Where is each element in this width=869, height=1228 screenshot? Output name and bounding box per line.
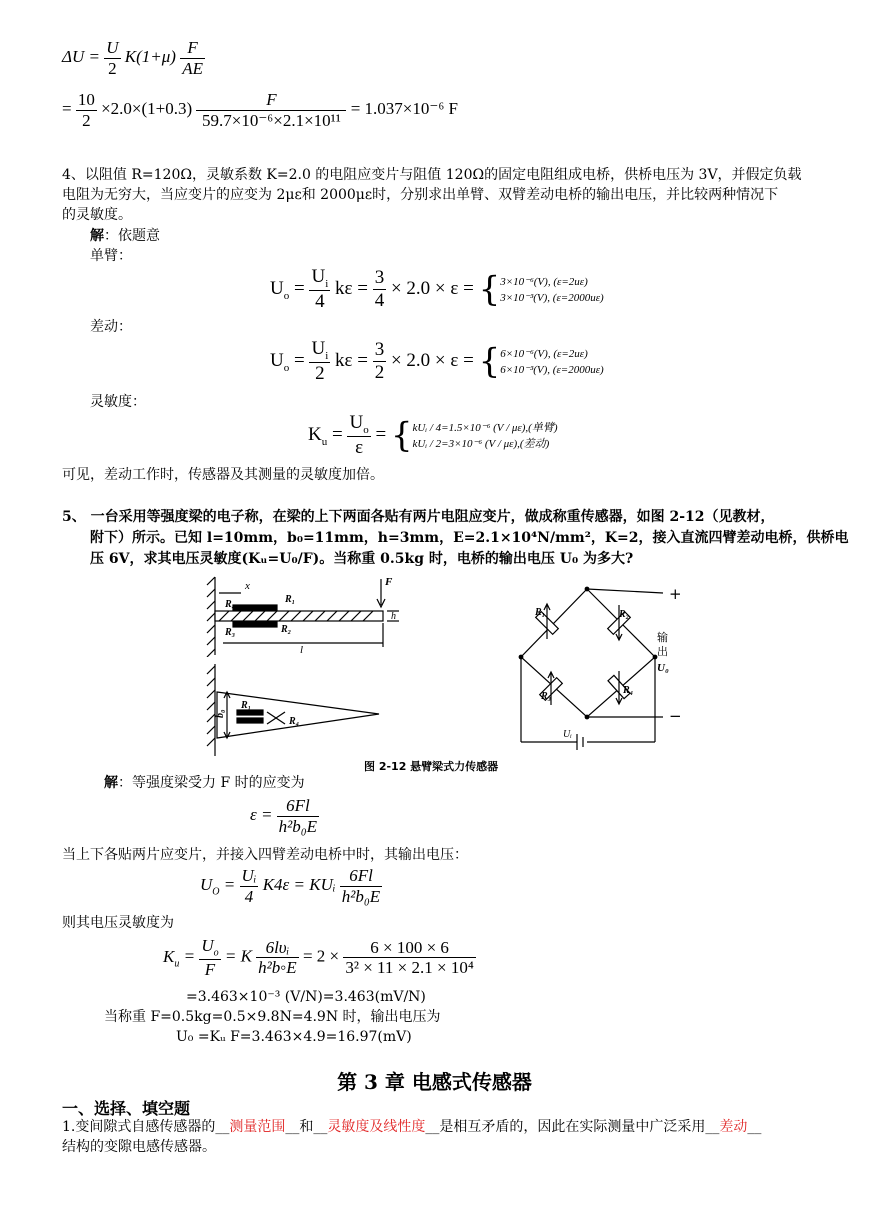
section-title: 一、选择、填空题 — [62, 1099, 191, 1118]
q5-solution-intro — [104, 774, 305, 793]
eq-lhs: ε = — [250, 804, 273, 824]
solution-label: 解 — [90, 228, 104, 244]
fill-blank-question-1-line2: 结构的变隙电感传感器。 — [62, 1139, 216, 1155]
frac-den: 4 — [315, 291, 325, 313]
q5-sensitivity-text: 则其电压灵敏度为 — [62, 915, 174, 931]
eq-tail: × 2.0 × ε = — [390, 350, 474, 371]
label-r1-top: R₁ — [241, 700, 252, 711]
sub: o — [363, 423, 369, 436]
eq-result: = 1.037×10⁻⁶ F — [350, 98, 458, 118]
bridge-r2: R₂ — [619, 609, 630, 620]
label-r3: R₃ — [225, 627, 236, 638]
sub: i — [325, 277, 329, 290]
label-r2: R₂ — [281, 624, 292, 635]
frac-den: F — [204, 959, 216, 979]
label-h: h — [391, 611, 396, 622]
beam-side-view-figure — [205, 575, 405, 657]
frac-num: 6 × 100 × 6 — [343, 938, 475, 959]
fill-blank-question-1 — [62, 1118, 761, 1137]
q5-line3: 压 6V，求其电压灵敏度(Kᵤ=U₀/F)。当称重 0.5kg 时，电桥的输出电压 U₀ 为多大? — [90, 551, 634, 567]
q1-text-c: __和__ — [285, 1119, 328, 1135]
sensitivity-formula: $K_u$ = $\frac{U_o}{F}$ = K $\frac{\text{6lυᵢ}}{\text{h²b◦E}}$ = 2 × $\frac{6 \times 100 \times 6}{\text{3² × 11 × 2.1 × 10⁴}}$ — [163, 936, 474, 979]
bridge-r4: R₄ — [623, 685, 634, 696]
frac-num: Uᵢ — [241, 866, 257, 885]
label-f: F — [385, 576, 393, 588]
frac-num: F — [196, 90, 346, 111]
sub: o — [213, 947, 219, 959]
q4-sens-equation: $K_u$ = $\frac{U_o}{\varepsilon}$ = { kUᵢ / 4=1.5×10⁻⁶ (V / με),(单臂) kUᵢ / 2=3×10⁻⁶ (V / με),(差动) — [308, 412, 558, 459]
label-r4: R₄ — [225, 599, 236, 610]
label-l: l — [300, 644, 304, 656]
sub: o — [283, 289, 290, 302]
frac-den: 3² × 11 × 2.1 × 10⁴ — [345, 958, 474, 978]
eq-k: = K — [224, 946, 252, 966]
q4-single-label: 单臂： — [90, 248, 132, 264]
label-r4-top: R₄ — [289, 716, 300, 727]
delta-u-symbol: ΔU = — [62, 46, 100, 66]
frac-num: U — [106, 38, 119, 57]
strain-equation-line2 — [62, 90, 458, 130]
case-1: 3×10⁻⁶(V), (ε=2uε) — [500, 275, 588, 288]
frac-den: 59.7×10⁻⁶×2.1×10¹¹ — [202, 110, 341, 130]
result-line-1: =3.463×10⁻³ (V/N)=3.463(mV/N) — [186, 989, 426, 1005]
solution-label: 解 — [104, 775, 118, 791]
frac-den: h²b₀E — [341, 886, 381, 906]
bridge-r3: R₃ — [541, 691, 552, 702]
frac-den: 4 — [374, 290, 385, 312]
bridge-r1: R₁ — [535, 607, 546, 618]
q4-line1: 4、以阻值 R=120Ω，灵敏系数 K=2.0 的电阻应变片与阻值 120Ω的固定电阻组成电桥，供桥电压为 3V，并假定负载 — [62, 167, 802, 183]
frac-den: 2 — [374, 362, 385, 384]
terminal-plus: + — [669, 585, 682, 603]
frac-den: AE — [182, 58, 203, 78]
frac-den: 2 — [82, 110, 91, 130]
frac-num: 3 — [374, 339, 385, 361]
frac-num: 6Fl — [340, 866, 382, 887]
solution-text: ：等强度梁受力 F 时的应变为 — [118, 775, 305, 791]
label-output-1: 输 — [657, 631, 668, 644]
eq-middle: K(1+μ) — [124, 46, 176, 66]
q1-text-e: __是相互矛盾的，因此在实际测量中广泛采用__ — [425, 1119, 720, 1135]
frac-den: 2 — [315, 363, 325, 385]
eq-tail: × 2.0 × ε = — [390, 278, 474, 299]
q1-text-g: __ — [747, 1119, 762, 1135]
frac-num: 3 — [374, 267, 385, 289]
q5-line1: 5、 一台采用等强度梁的电子称，在梁的上下两面各贴有两片电阻应变片，做成称重传感器，如图 2-12（见教材， — [62, 509, 775, 525]
label-ui: Uᵢ — [563, 729, 572, 740]
label-u0: U₀ — [657, 662, 669, 674]
output-voltage-formula: $U_O$ = $\frac{\text{Uᵢ}}{4}$ K4ε = KUᵢ $\frac{6Fl}{\text{h²b₀E}}$ — [200, 866, 381, 906]
q4-conclusion: 可见，差动工作时，传感器及其测量的灵敏度加倍。 — [62, 467, 384, 483]
frac-num: 10 — [77, 90, 95, 109]
frac-den: ε — [355, 437, 364, 459]
q4-line3: 的灵敏度。 — [62, 207, 132, 223]
eq-middle: kε = — [335, 278, 368, 299]
case-2: kUᵢ / 2=3×10⁻⁶ (V / με),(差动) — [412, 437, 550, 450]
frac-num: 6Fl — [277, 796, 319, 817]
beam-top-view-figure — [205, 662, 395, 758]
label-x: x — [245, 580, 250, 592]
frac-den: 4 — [244, 886, 254, 906]
q4-sens-label: 灵敏度： — [90, 394, 146, 410]
case-1: 6×10⁻⁶(V), (ε=2uε) — [500, 347, 588, 360]
bridge-circuit-figure — [505, 577, 695, 752]
q5-bridge-text: 当上下各贴两片应变片，并接入四臂差动电桥中时，其输出电压： — [62, 847, 468, 863]
frac-num: 6lυᵢ — [256, 938, 299, 959]
case-2: 6×10⁻³(V), (ε=2000uε) — [500, 363, 604, 376]
frac-den: 2 — [108, 58, 117, 78]
terminal-minus: − — [669, 707, 682, 725]
q4-line2: 电阻为无穷大，当应变片的应变为 2με和 2000με时，分别求出单臂、双臂差动电桥的输出电压，并比较两种情况下 — [62, 187, 779, 203]
eq-middle: ×2.0×(1+0.3) — [101, 98, 193, 118]
answer-measure-range: 测量范围 — [229, 1119, 286, 1135]
q1-text-a: 1.变间隙式自感传感器的__ — [62, 1119, 230, 1135]
case-2: 3×10⁻³(V), (ε=2000uε) — [500, 291, 604, 304]
frac-den: h²b◦E — [258, 958, 297, 978]
sub: O — [212, 886, 220, 898]
eq-middle: = 2 × — [302, 946, 340, 966]
result-line-3: U₀ =Kᵤ F=3.463×4.9=16.97(mV) — [176, 1029, 412, 1045]
chapter-title: 第 3 章 电感式传感器 — [337, 1070, 532, 1094]
result-line-2: 当称重 F=0.5kg=0.5×9.8N=4.9N 时，输出电压为 — [104, 1009, 441, 1025]
eq-equals: = — [62, 98, 72, 118]
eq-middle: K4ε = KUᵢ — [262, 874, 336, 894]
sub: u — [321, 435, 328, 448]
answer-sensitivity-linearity: 灵敏度及线性度 — [327, 1119, 426, 1135]
figure-caption: 图 2-12 悬臂梁式力传感器 — [364, 760, 499, 773]
sub: u — [174, 958, 180, 970]
strain-equation-line1 — [62, 38, 205, 78]
label-r1: R₁ — [285, 594, 296, 605]
solution-text: ：依题意 — [104, 228, 160, 244]
frac-num: F — [180, 38, 205, 59]
strain-formula — [250, 796, 319, 836]
q4-diff-equation: $U_o$ = $\frac{U_i}{2}$ kε = $\frac{3}{2}$ × 2.0 × ε = { 6×10⁻⁶(V), (ε=2uε) 6×10⁻³(V), (ε=2000uε) — [270, 338, 604, 385]
q5-line2: 附下）所示。已知 l=10mm，b₀=11mm，h=3mm，E=2.1×10⁴N/mm²，K=2，接入直流四臂差动电桥，供桥电 — [90, 530, 849, 546]
q4-diff-label: 差动： — [90, 319, 132, 335]
case-1: kUᵢ / 4=1.5×10⁻⁶ (V / με),(单臂) — [412, 421, 558, 434]
label-output-2: 出 — [657, 645, 668, 658]
answer-differential: 差动 — [719, 1119, 748, 1135]
q4-solution-intro — [90, 227, 160, 246]
label-b0: b₀ — [215, 709, 226, 718]
frac-den: h²b₀E — [278, 816, 318, 836]
q4-single-equation: $U_o$ = $\frac{U_i}{4}$ kε = $\frac{3}{4}$ × 2.0 × ε = { 3×10⁻⁶(V), (ε=2uε) 3×10⁻³(V), (ε=2000uε) — [270, 266, 604, 313]
eq-middle: kε = — [335, 350, 368, 371]
